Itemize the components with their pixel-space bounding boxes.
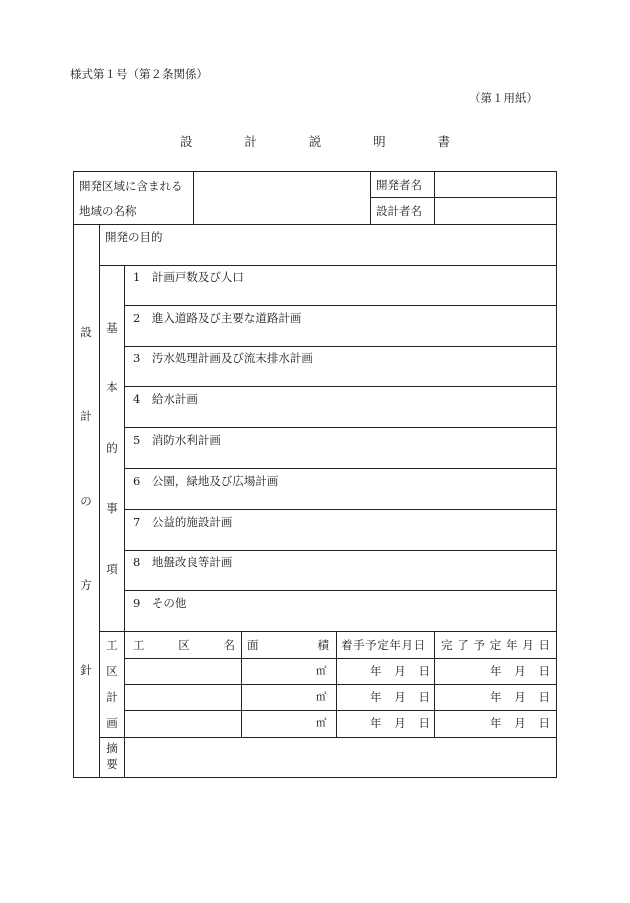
work-zone-label-char: 画	[106, 716, 118, 730]
item-row-divider	[124, 386, 557, 387]
zone-name-field[interactable]	[125, 659, 241, 684]
date-char: 月	[394, 664, 406, 678]
header-char: 工	[133, 638, 145, 652]
area-unit: ㎡	[316, 665, 327, 677]
header-end-date	[441, 638, 550, 652]
header-area	[247, 638, 329, 652]
date-char: 月	[394, 690, 406, 704]
policy-label-char: 針	[80, 663, 92, 677]
policy-column-divider	[99, 224, 100, 778]
date-char: 月	[394, 716, 406, 730]
work-zone-col-divider	[336, 631, 337, 737]
document-title	[180, 132, 450, 150]
item-label: 6 公園，緑地及び広場計画	[133, 474, 279, 488]
designer-name-field[interactable]	[435, 198, 556, 224]
header-char: 了	[457, 638, 469, 652]
end-date-field[interactable]	[490, 716, 550, 730]
header-zone-name	[133, 638, 235, 652]
date-char: 日	[538, 690, 550, 704]
work-zone-label-char: 区	[106, 664, 118, 678]
item-label: 2 進入道路及び主要な道路計画	[133, 311, 302, 325]
header-char: 名	[223, 638, 235, 652]
start-date-field[interactable]	[370, 690, 430, 704]
date-char: 日	[538, 664, 550, 678]
purpose-field[interactable]	[100, 246, 556, 265]
item-label: 4 給水計画	[133, 392, 198, 406]
developer-label: 開発者名	[376, 178, 422, 192]
date-char: 年	[490, 664, 502, 678]
area-label-line1: 開発区域に含まれる	[79, 179, 183, 193]
table-border-right	[556, 171, 557, 778]
date-char: 年	[370, 716, 382, 730]
end-date-field[interactable]	[490, 664, 550, 678]
item-row-divider	[124, 305, 557, 306]
header-char: 日	[538, 638, 550, 652]
top-section-divider	[73, 224, 557, 225]
item-row-divider	[124, 550, 557, 551]
header-char: 積	[317, 638, 329, 652]
start-date-field[interactable]	[370, 716, 430, 730]
basic-items-char: 基	[106, 321, 118, 335]
zone-name-field[interactable]	[125, 711, 241, 737]
item-row-divider	[124, 509, 557, 510]
header-char: 月	[522, 638, 534, 652]
item-label: 8 地盤改良等計画	[133, 555, 233, 569]
designer-label: 設計者名	[376, 204, 422, 218]
work-zone-top	[99, 631, 557, 632]
remarks-label-char: 摘	[106, 741, 118, 755]
date-char: 日	[418, 716, 430, 730]
area-unit: ㎡	[316, 717, 327, 729]
item-label: 7 公益的施設計画	[133, 515, 233, 529]
item-label: 3 汚水処理計画及び流末排水計画	[133, 351, 313, 365]
basic-items-char: 本	[106, 380, 118, 394]
header-char: 年	[506, 638, 518, 652]
title-char: 明	[373, 134, 386, 149]
policy-label-char: 計	[80, 409, 92, 423]
form-reference: 様式第１号（第２条関係）	[70, 67, 208, 81]
item-row-divider	[124, 346, 557, 347]
table-border-left	[73, 171, 74, 778]
area-value-divider	[370, 171, 371, 225]
item-label: 5 消防水利計画	[133, 433, 221, 447]
header-char: 区	[178, 638, 190, 652]
title-char: 設	[180, 134, 193, 149]
policy-label-char: の	[80, 494, 92, 508]
end-date-field[interactable]	[490, 690, 550, 704]
policy-label-char: 設	[80, 325, 92, 339]
policy-label-char: 方	[80, 578, 92, 592]
zone-name-field[interactable]	[125, 685, 241, 710]
header-start-date: 着手予定年月日	[341, 638, 426, 652]
date-char: 年	[370, 690, 382, 704]
date-char: 月	[514, 664, 526, 678]
header-char: 定	[489, 638, 502, 652]
date-char: 年	[490, 690, 502, 704]
basic-items-char: 的	[106, 441, 118, 455]
start-date-field[interactable]	[370, 664, 430, 678]
header-char: 完	[441, 638, 453, 652]
date-char: 月	[514, 690, 526, 704]
purpose-row-bottom	[99, 265, 557, 266]
date-char: 年	[370, 664, 382, 678]
date-char: 月	[514, 716, 526, 730]
sheet-number: （第１用紙）	[469, 91, 538, 105]
remarks-field[interactable]	[125, 738, 556, 777]
item-row-divider	[124, 590, 557, 591]
date-char: 日	[418, 690, 430, 704]
date-char: 年	[490, 716, 502, 730]
purpose-label: 開発の目的	[105, 230, 163, 244]
basic-items-char: 項	[106, 562, 118, 576]
title-char: 書	[437, 134, 450, 149]
date-char: 日	[418, 664, 430, 678]
item-row-divider	[124, 468, 557, 469]
header-char: 面	[247, 638, 259, 652]
work-zone-col-divider	[434, 631, 435, 737]
work-zone-col-divider	[241, 631, 242, 737]
date-char: 日	[538, 716, 550, 730]
item-row-divider	[124, 427, 557, 428]
area-unit: ㎡	[316, 691, 327, 703]
remarks-label-char: 要	[106, 757, 118, 771]
header-char: 予	[473, 638, 485, 652]
developer-name-field[interactable]	[435, 172, 556, 197]
item-label: 9 その他	[133, 596, 187, 610]
basic-items-char: 事	[106, 501, 118, 515]
title-char: 説	[308, 134, 322, 149]
item-label: 1 計画戸数及び人口	[133, 270, 244, 284]
work-zone-label-char: 工	[106, 638, 118, 652]
area-name-field[interactable]	[194, 172, 370, 224]
area-label-line2: 地域の名称	[79, 204, 137, 218]
work-zone-label-char: 計	[106, 690, 118, 704]
table-border-bottom	[73, 777, 557, 778]
title-char: 計	[244, 134, 257, 149]
